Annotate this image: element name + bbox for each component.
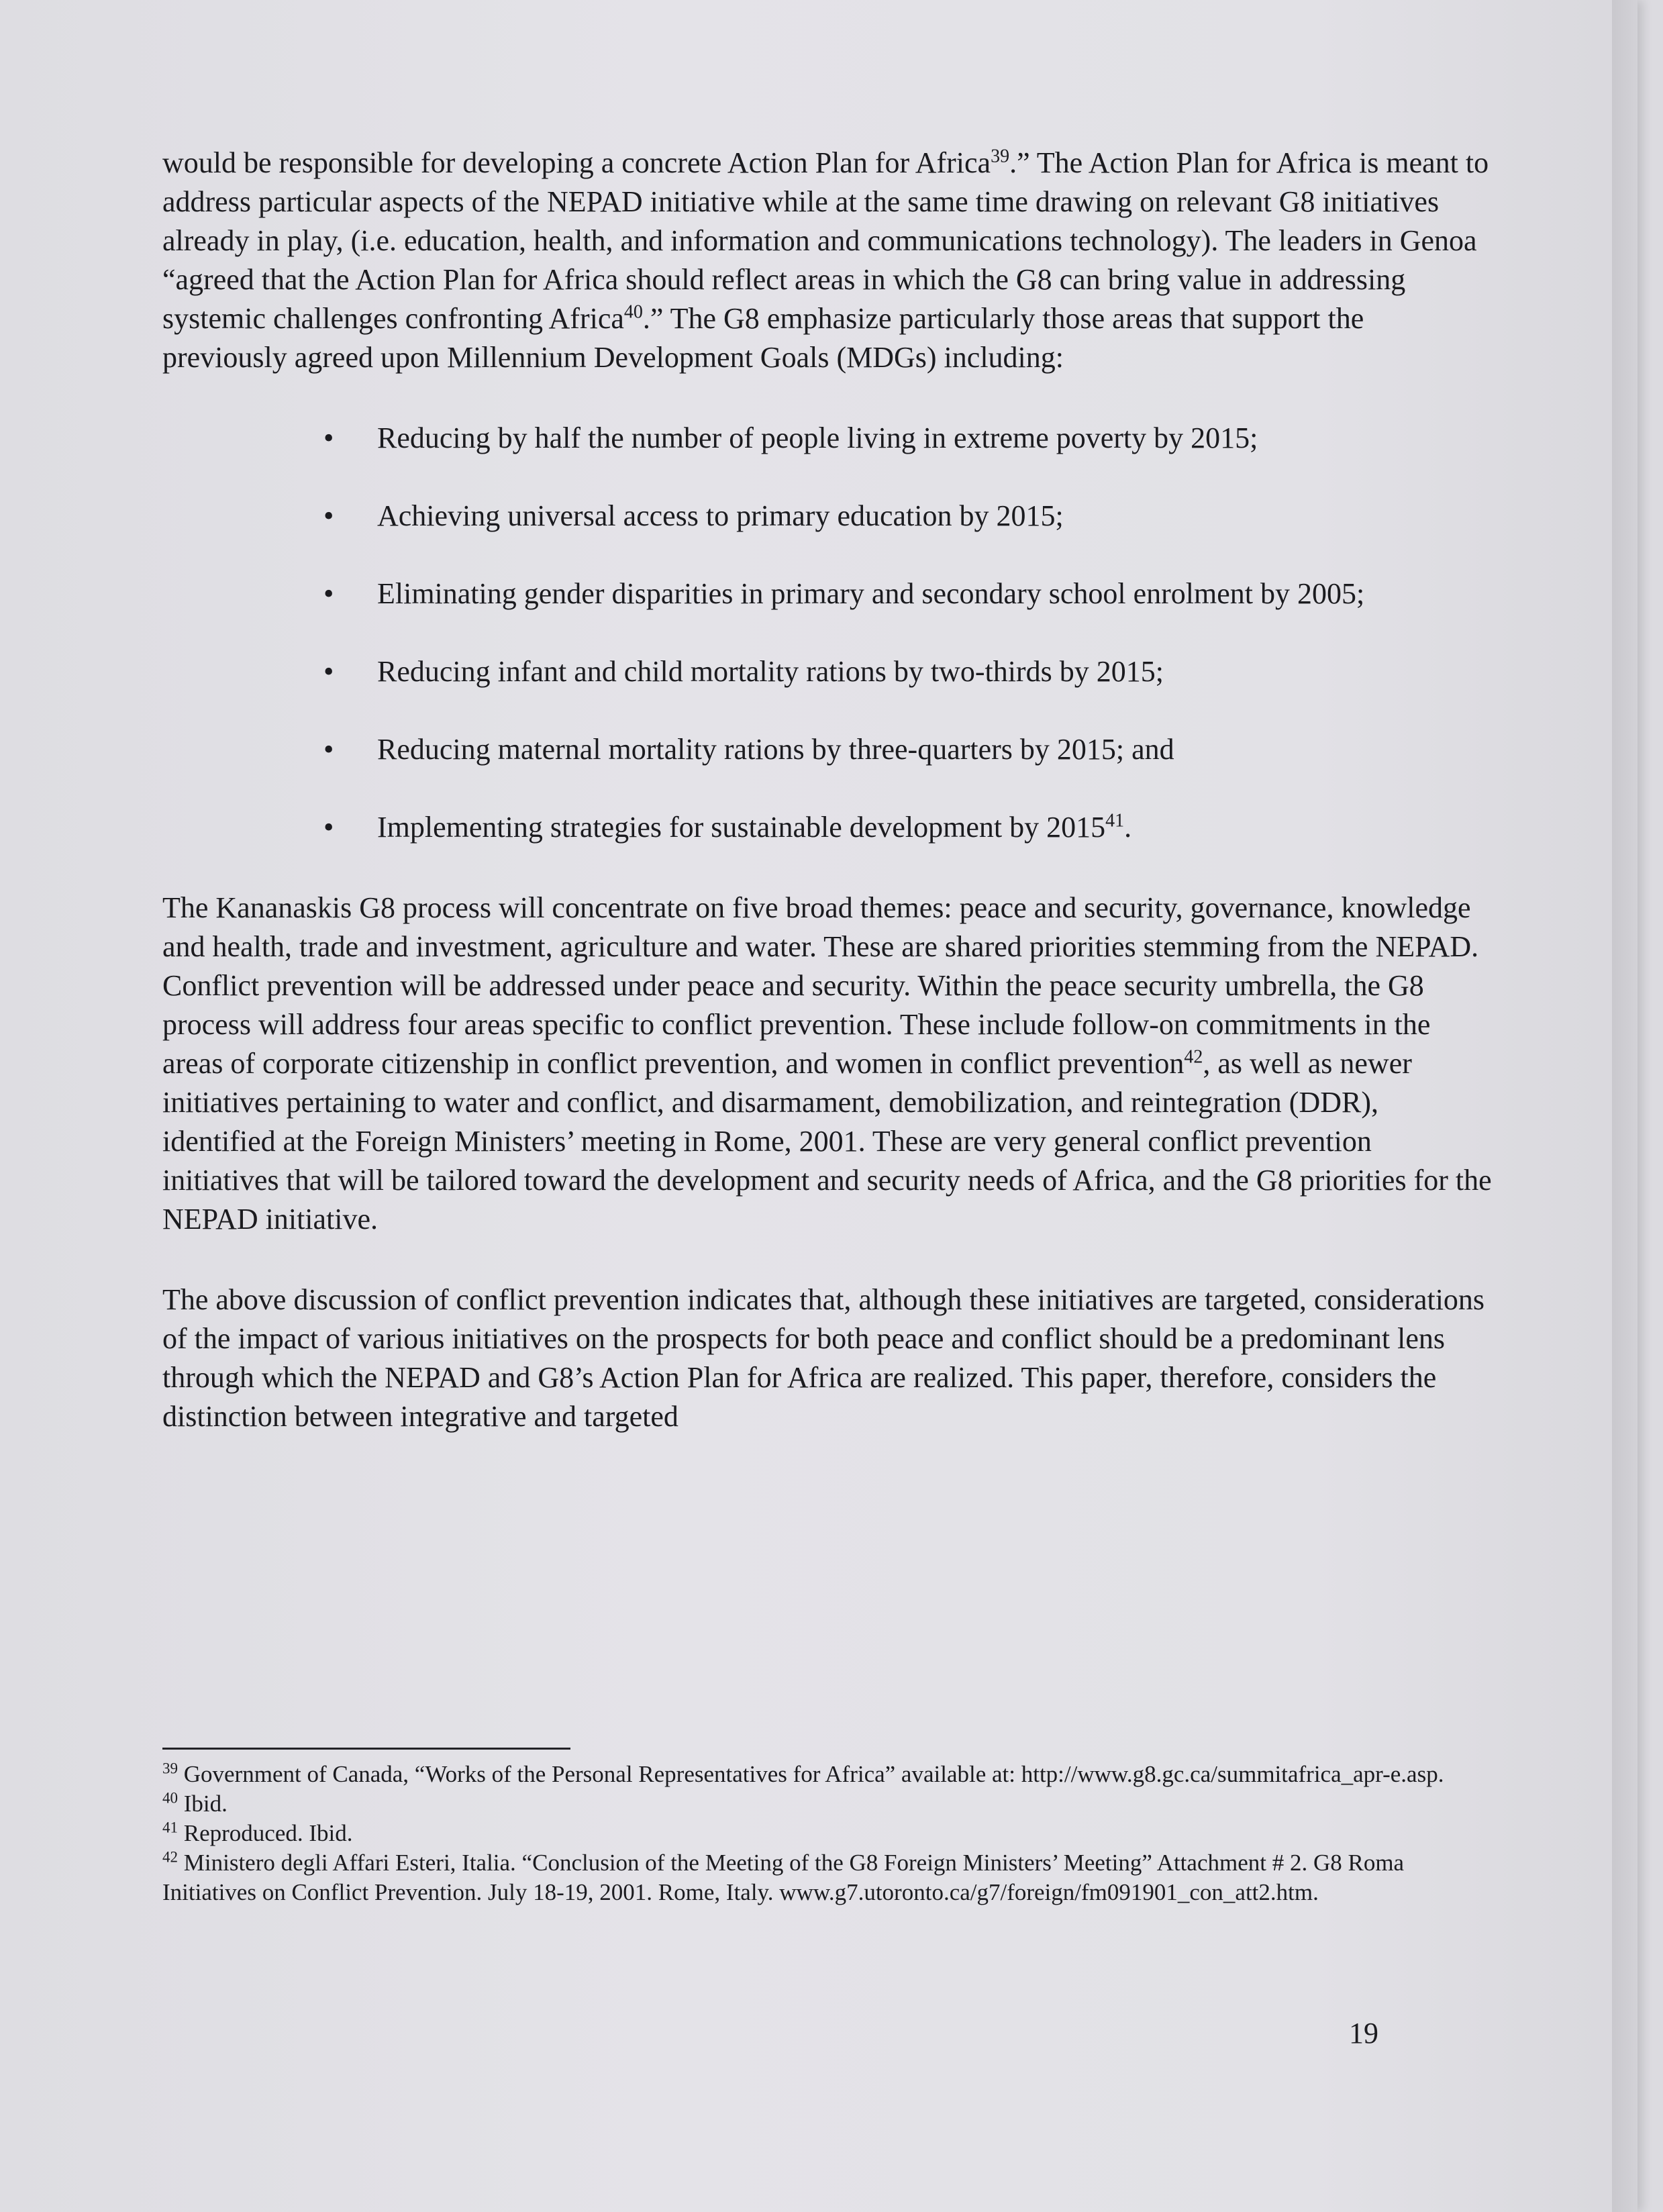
footnote bbox=[162, 1848, 1495, 1907]
footnote-text: Government of Canada, “Works of the Personal Representatives for Africa” available at: http://www.g8.gc.ca/summitafrica_apr-e.asp. bbox=[183, 1761, 1444, 1787]
bullet-icon: • bbox=[323, 499, 334, 532]
list-item bbox=[162, 730, 1495, 769]
paragraph-text: The Kananaskis G8 process will concentrate on five broad themes: peace and security, governance, knowledge and health, trade and investment, agriculture and water. These are shared priorities stemming from the NEPAD. Conflict prevention will be addressed under peace and security. Within the peace security umbrella, the G8 process will address four areas specific to conflict prevention. These include follow-on commitments in the areas of corporate citizenship in conflict prevention, and women in conflict prevention bbox=[162, 891, 1479, 1080]
paragraph-text: would be responsible for developing a concrete Action Plan for Africa bbox=[162, 146, 991, 179]
footnotes bbox=[162, 1760, 1495, 1907]
footnote-text: Ibid. bbox=[183, 1791, 228, 1817]
footnote bbox=[162, 1819, 1495, 1848]
footnote-text: Reproduced. Ibid. bbox=[183, 1820, 353, 1846]
footnote-ref-40: 40 bbox=[623, 301, 643, 323]
footnote bbox=[162, 1789, 1495, 1819]
mdg-bullet-list bbox=[162, 419, 1495, 847]
paragraph-kananaskis bbox=[162, 889, 1495, 1239]
paragraph-text: , as well as newer initiatives pertaining to water and conflict, and disarmament, demobilization, and reintegration (DDR), identified at the Foreign Ministers’ meeting in Rome, 2001. These are very general conflict prevention initiatives that will be tailored toward the development and security needs of Africa, and the G8 priorities for the NEPAD initiative. bbox=[162, 1047, 1492, 1236]
footnote-number: 41 bbox=[162, 1819, 178, 1836]
list-item bbox=[162, 419, 1495, 458]
footnote-number: 40 bbox=[162, 1789, 178, 1807]
list-item bbox=[162, 574, 1495, 613]
footnote-ref-41: 41 bbox=[1105, 810, 1125, 832]
list-item-text: Achieving universal access to primary education by 2015; bbox=[377, 499, 1064, 532]
paragraph-text: .” The Action Plan for Africa is meant to address particular aspects of the NEPAD initiative while at the same time drawing on relevant G8 initiatives already in play, (i.e. education, health, and information and communications technology). The leaders in Genoa “agreed that the Action Plan for Africa should reflect areas in which the G8 can bring value in addressing systemic challenges confronting Africa bbox=[162, 146, 1489, 335]
list-item bbox=[162, 497, 1495, 536]
page-number: 19 bbox=[1349, 2017, 1378, 2050]
list-item-text: Reducing infant and child mortality rations by two-thirds by 2015; bbox=[377, 655, 1164, 688]
footnote-number: 39 bbox=[162, 1760, 178, 1777]
body-text bbox=[162, 144, 1495, 1436]
footnote bbox=[162, 1760, 1495, 1789]
bullet-icon: • bbox=[323, 655, 334, 688]
bullet-icon: • bbox=[323, 811, 334, 844]
bullet-icon: • bbox=[323, 733, 334, 766]
footnote-number: 42 bbox=[162, 1848, 178, 1866]
footnote-text: Ministero degli Affari Esteri, Italia. “Conclusion of the Meeting of the G8 Foreign Ministers’ Meeting” Attachment # 2. G8 Roma Initiatives on Conflict Prevention. July 18-19, 2001. Rome, Italy. www.g7.utoronto.ca/g7/foreign/fm091901_con_att2.htm. bbox=[162, 1850, 1405, 1905]
footnote-divider bbox=[162, 1748, 570, 1750]
list-item-text: Reducing by half the number of people living in extreme poverty by 2015; bbox=[377, 421, 1258, 454]
list-item-text: . bbox=[1124, 811, 1132, 844]
list-item-text: Reducing maternal mortality rations by three-quarters by 2015; and bbox=[377, 733, 1174, 766]
paragraph-action-plan bbox=[162, 144, 1495, 377]
page-edge bbox=[1612, 0, 1637, 2212]
footnote-ref-39: 39 bbox=[991, 146, 1010, 167]
bullet-icon: • bbox=[323, 421, 334, 454]
list-item-text: Implementing strategies for sustainable development by 2015 bbox=[377, 811, 1106, 844]
list-item bbox=[162, 652, 1495, 691]
footnote-ref-42: 42 bbox=[1184, 1046, 1203, 1068]
list-item-text: Eliminating gender disparities in primary and secondary school enrolment by 2005; bbox=[377, 577, 1365, 610]
bullet-icon: • bbox=[323, 577, 334, 610]
list-item bbox=[162, 808, 1495, 847]
paragraph-discussion: The above discussion of conflict prevention indicates that, although these initiatives are targeted, considerations of the impact of various initiatives on the prospects for both peace and conflict should be a predominant lens through which the NEPAD and G8’s Action Plan for Africa are realized. This paper, therefore, considers the distinction between integrative and targeted bbox=[162, 1283, 1485, 1433]
paragraph-text: .” The G8 emphasize particularly those areas that support the previously agreed upon Millennium Development Goals (MDGs) including: bbox=[162, 302, 1364, 374]
